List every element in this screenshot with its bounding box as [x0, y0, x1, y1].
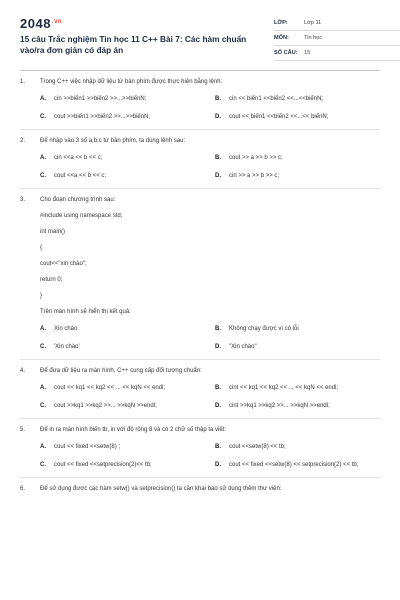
question-item — [20, 422, 380, 474]
option-text: cint >>kq1 >>kq2 >>... >>kqN >>endl; — [229, 403, 330, 409]
code-line: Trên màn hình sẽ hiển thị kết quả: — [40, 309, 131, 315]
option-text: cin <<a << b << c; — [54, 155, 103, 161]
option-key: D. — [215, 462, 221, 468]
option-text: cin << biến1 <<biến2 <<...<<biếnN; — [229, 96, 324, 102]
answer-option[interactable] — [215, 90, 380, 108]
option-text: cout <<a << b << c; — [54, 173, 107, 179]
question-item — [20, 133, 380, 185]
answer-options — [20, 90, 380, 126]
answer-option[interactable] — [215, 456, 380, 474]
option-text: cout >>biến1 >>biến2 >>...>>biếnN; — [54, 114, 151, 120]
answer-option[interactable] — [40, 108, 205, 126]
question-item — [20, 363, 380, 415]
document-title: 15 câu Trắc nghiệm Tin học 11 C++ Bài 7: Các hàm chuẩn vào/ra đơn giản có đáp án — [20, 34, 247, 55]
code-line: } — [40, 293, 43, 299]
answer-option[interactable] — [40, 397, 205, 415]
answer-option[interactable] — [215, 338, 380, 356]
question-item — [20, 481, 380, 497]
meta-value: Lớp 11 — [304, 20, 322, 26]
question-text: Để in ra màn hình biến tb, in với độ rộng 8 và có 2 chữ số thập ta viết: — [40, 427, 227, 433]
option-text: cout << kq1 << kq2 << ... << kqN << endl; — [54, 385, 166, 391]
answer-options — [20, 149, 380, 185]
code-line: { — [40, 245, 43, 251]
code-line: int main() — [40, 229, 66, 235]
option-key: A. — [40, 385, 46, 391]
question-divider — [20, 418, 380, 419]
option-key: C. — [40, 344, 46, 350]
option-key: A. — [40, 155, 46, 161]
meta-label: LỚP: — [274, 20, 288, 26]
answer-option[interactable] — [40, 320, 205, 338]
option-key: D. — [215, 114, 221, 120]
option-key: B. — [215, 385, 221, 391]
option-key: C. — [40, 462, 46, 468]
option-key: D. — [215, 173, 221, 179]
meta-label: SỐ CÂU: — [274, 50, 298, 56]
question-number: 1. — [20, 79, 26, 85]
question-divider — [20, 359, 380, 360]
question-head — [20, 481, 380, 497]
option-key: D. — [215, 403, 221, 409]
option-text: cin >> a >> b >> c; — [229, 173, 280, 179]
answer-option[interactable] — [40, 167, 205, 185]
answer-option[interactable] — [215, 167, 380, 185]
question-text: Để đưa dữ liệu ra màn hình, C++ cung cấp đối tượng chuẩn: — [40, 368, 202, 374]
question-text: Trong C++ việc nhập dữ liệu từ bàn phím được thực hiện bằng lệnh: — [40, 79, 223, 85]
question-head — [20, 422, 380, 438]
question-head — [20, 133, 380, 149]
question-head — [20, 74, 380, 90]
option-key: B. — [215, 96, 221, 102]
question-number: 6. — [20, 486, 26, 492]
option-key: B. — [215, 444, 221, 450]
meta-value: Tin học — [304, 35, 323, 41]
question-text: Để nhập vào 3 số a,b,c từ bàn phím, ta dùng lệnh sau: — [40, 138, 186, 144]
option-text: cout << fixed <<setprecision(2)<< tb; — [54, 462, 152, 468]
meta-row — [274, 16, 400, 31]
question-divider — [20, 188, 380, 189]
answer-options — [20, 438, 380, 474]
option-text: Không chạy được vì có lỗi — [229, 326, 299, 332]
option-text: "Xin chào" — [229, 344, 257, 350]
meta-value: 15 — [304, 50, 311, 56]
option-key: A. — [40, 444, 46, 450]
question-divider — [20, 477, 380, 478]
document-header — [20, 14, 380, 62]
option-text: cout <<setw(8) << tb; — [229, 444, 286, 450]
option-text: cint << kq1 << kq2 << ... << kqN << endl; — [229, 385, 339, 391]
option-key: A. — [40, 326, 46, 332]
answer-options — [20, 320, 380, 356]
option-key: C. — [40, 403, 46, 409]
site-logo[interactable] — [20, 16, 62, 31]
option-text: cout << fixed <<setw(8) << setprecision(2) << tb; — [229, 462, 359, 468]
header-divider — [20, 70, 380, 71]
option-key: B. — [215, 155, 221, 161]
option-text: 'Xin chào' — [54, 344, 80, 350]
answer-option[interactable] — [40, 338, 205, 356]
question-list — [20, 74, 380, 497]
question-number: 4. — [20, 368, 26, 374]
question-text: Để sử dụng được các hàm setw() và setprecision() ta cần khai báo sử dụng thêm thư viện: — [40, 486, 282, 492]
option-text: cin >>biến1 >>biến2 >>...>>biếnN; — [54, 96, 147, 102]
answer-options — [20, 379, 380, 415]
question-head — [20, 363, 380, 379]
answer-option[interactable] — [215, 438, 380, 456]
question-number: 2. — [20, 138, 26, 144]
answer-option[interactable] — [40, 90, 205, 108]
option-text: cout << fixed <<setw(8) ; — [54, 444, 121, 450]
option-key: B. — [215, 326, 221, 332]
answer-option[interactable] — [215, 379, 380, 397]
question-divider — [20, 129, 380, 130]
question-head — [20, 192, 380, 208]
logo-suffix: .vn — [51, 18, 63, 25]
answer-option[interactable] — [40, 149, 205, 167]
option-text: cout << biến1 <<biến2 <<...<< biếnN; — [229, 114, 329, 120]
code-line: return 0; — [40, 277, 63, 283]
meta-label: MÔN: — [274, 35, 289, 41]
option-key: D. — [215, 344, 221, 350]
answer-option[interactable] — [40, 456, 205, 474]
question-item — [20, 192, 380, 356]
option-key: C. — [40, 114, 46, 120]
option-key: A. — [40, 96, 46, 102]
answer-option[interactable] — [215, 108, 380, 126]
code-line: cout<<"xin chào"; — [40, 261, 87, 267]
question-item — [20, 74, 380, 126]
option-text: Xin chào — [54, 326, 78, 332]
answer-option[interactable] — [40, 438, 205, 456]
logo-text: 2048 — [20, 16, 51, 31]
answer-option[interactable] — [215, 320, 380, 338]
document-meta — [274, 16, 400, 61]
answer-option[interactable] — [215, 397, 380, 415]
option-text: cout >>kq1 >>kq2 >>... >>kqN >>endl; — [54, 403, 157, 409]
meta-row — [274, 31, 400, 46]
option-text: cout >> a >> b >> c; — [229, 155, 283, 161]
question-number: 3. — [20, 197, 26, 203]
answer-option[interactable] — [40, 379, 205, 397]
answer-option[interactable] — [215, 149, 380, 167]
meta-row — [274, 46, 400, 61]
option-key: C. — [40, 173, 46, 179]
code-line: #include using namespace std; — [40, 213, 123, 219]
question-text: Cho đoạn chương trình sau: — [40, 197, 116, 203]
question-number: 5. — [20, 427, 26, 433]
